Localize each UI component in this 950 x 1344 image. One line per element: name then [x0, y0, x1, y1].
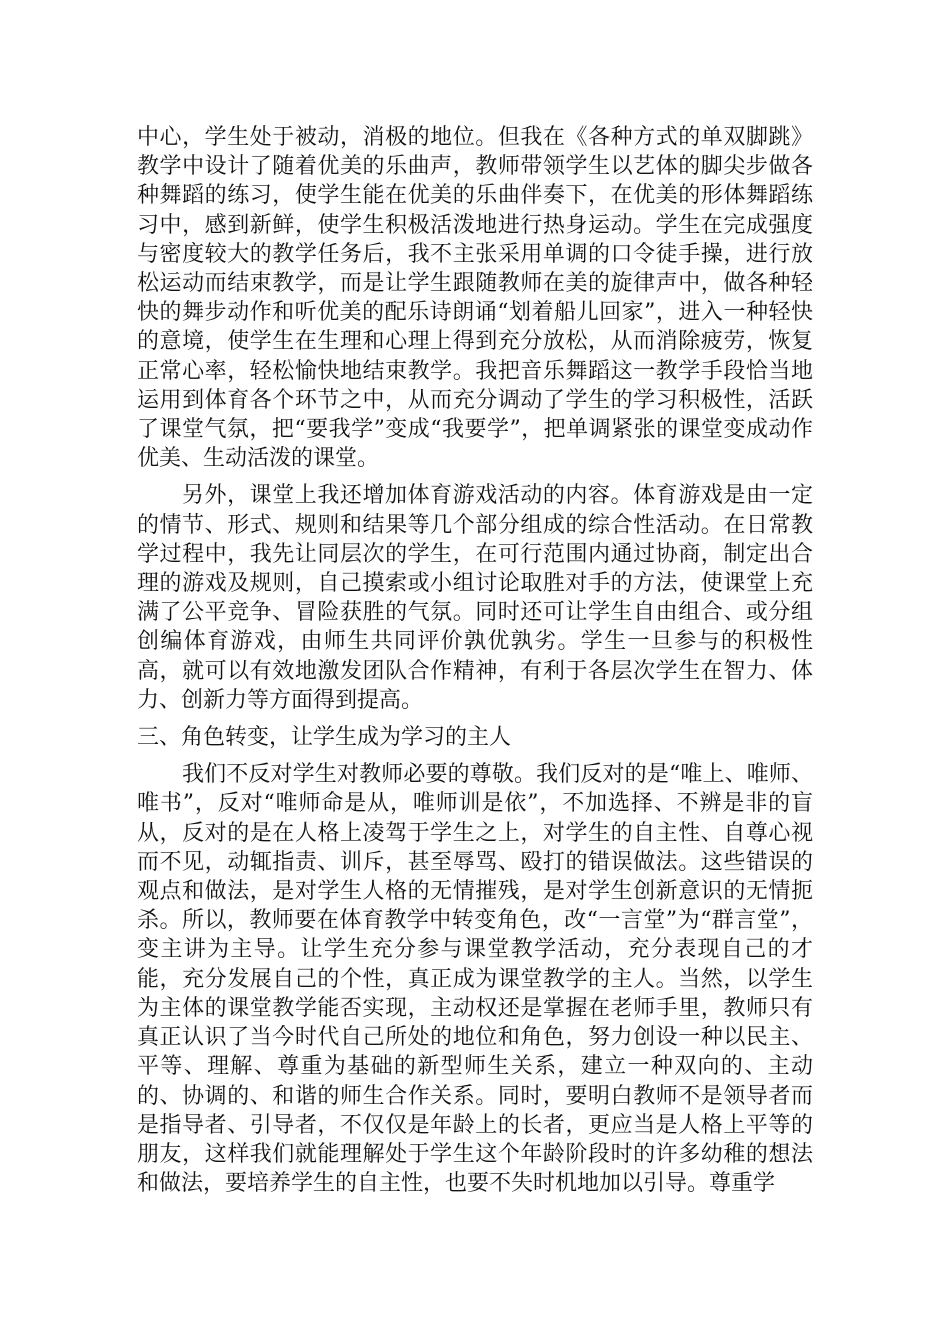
- document-body: [137, 123, 813, 1198]
- section-heading-role-change: 三、角色转变，让学生成为学习的主人: [137, 725, 512, 751]
- paragraph-student-respect: 我们不反对学生对教师必要的尊敬。我们反对的是“唯上、唯师、唯书”，反对“唯师命是从，唯师训是依”，不加选择、不辨是非的盲从，反对的是在人格上凌驾于学生之上，对学生的自主性、自尊心视而不见，动辄指责、训斥，甚至辱骂、殴打的错误做法。这些错误的观点和做法，是对学生人格的无情摧残，是对学生创新意识的无情扼杀。所以，教师要在体育教学中转变角色，改“一言堂”为“群言堂”，变主讲为主导。让学生充分参与课堂教学活动，充分表现自己的才能，充分发展自己的个性，真正成为课堂教学的主人。当然，以学生为主体的课堂教学能否实现，主动权还是掌握在老师手里，教师只有真正认识了当今时代自己所处的地位和角色，努力创设一种以民主、平等、理解、尊重为基础的新型师生关系，建立一种双向的、主动的、协调的、和谐的师生合作关系。同时，要明白教师不是领导者而是指导者、引导者，不仅仅是年龄上的长者，更应当是人格上平等的朋友，这样我们就能理解处于学生这个年龄阶段时的许多幼稚的想法和做法，要培养学生的自主性，也要不失时机地加以引导。尊重学: [137, 762, 813, 1197]
- paragraph-music-dance: 中心，学生处于被动，消极的地位。但我在《各种方式的单双脚跳》教学中设计了随着优美的乐曲声，教师带领学生以艺体的脚尖步做各种舞蹈的练习，使学生能在优美的乐曲伴奏下，在优美的形体舞蹈练习中，感到新鲜，使学生积极活泼地进行热身运动。学生在完成强度与密度较大的教学任务后，我不主张采用单调的口令徒手操，进行放松运动而结束教学，而是让学生跟随教师在美的旋律声中，做各种轻快的舞步动作和听优美的配乐诗朗诵“划着船儿回家”，进入一种轻快的意境，使学生在生理和心理上得到充分放松，从而消除疲劳，恢复正常心率，轻松愉快地结束教学。我把音乐舞蹈这一教学手段恰当地运用到体育各个环节之中，从而充分调动了学生的学习积极性，活跃了课堂气氛，把“要我学”变成“我要学”，把单调紧张的课堂变成动作优美、生动活泼的课堂。: [137, 125, 813, 472]
- paragraph-sports-games: 另外，课堂上我还增加体育游戏活动的内容。体育游戏是由一定的情节、形式、规则和结果等几个部分组成的综合性活动。在日常教学过程中，我先让同层次的学生，在可行范围内通过协商，制定出合理的游戏及规则，自己摸索或小组讨论取胜对手的方法，使课堂上充满了公平竞争、冒险获胜的气氛。同时还可让学生自由组合、或分组创编体育游戏，由师生共同评价孰优孰劣。学生一旦参与的积极性高，就可以有效地激发团队合作精神，有利于各层次学生在智力、体力、创新力等方面得到提高。: [137, 483, 813, 713]
